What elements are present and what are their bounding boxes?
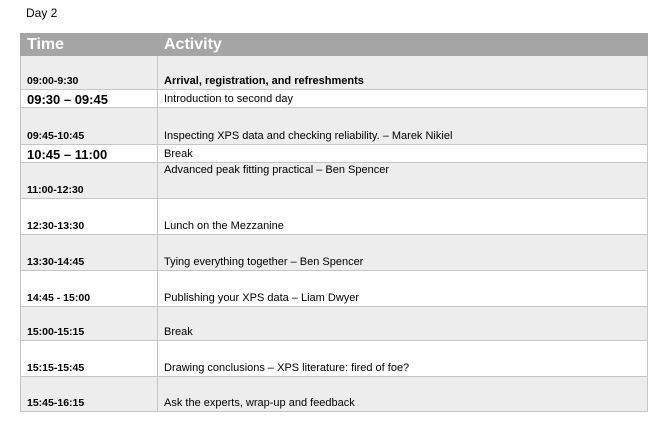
day-title: Day 2 <box>26 6 58 20</box>
row-time: 11:00-12:30 <box>21 163 158 199</box>
row-activity: Ask the experts, wrap-up and feedback <box>158 377 648 412</box>
row-time: 09:00-9:30 <box>21 56 158 90</box>
row-activity: Arrival, registration, and refreshments <box>158 56 648 90</box>
table-row <box>21 271 648 307</box>
row-time: 12:30-13:30 <box>21 199 158 235</box>
table-header-row <box>21 34 648 56</box>
row-activity: Lunch on the Mezzanine <box>158 199 648 235</box>
row-activity: Break <box>158 145 648 163</box>
table-row <box>21 145 648 163</box>
row-time: 10:45 – 11:00 <box>21 145 158 163</box>
row-activity: Introduction to second day <box>158 90 648 108</box>
row-time: 13:30-14:45 <box>21 235 158 271</box>
table-row <box>21 163 648 199</box>
column-header-time: Time <box>21 34 158 56</box>
table-row <box>21 377 648 412</box>
table-row <box>21 56 648 90</box>
table-row <box>21 341 648 377</box>
row-activity: Inspecting XPS data and checking reliability. – Marek Nikiel <box>158 108 648 145</box>
row-time: 09:45-10:45 <box>21 108 158 145</box>
row-time: 15:15-15:45 <box>21 341 158 377</box>
row-activity: Advanced peak fitting practical – Ben Spencer <box>158 163 648 199</box>
row-activity: Tying everything together – Ben Spencer <box>158 235 648 271</box>
schedule-table <box>20 33 648 412</box>
row-time: 09:30 – 09:45 <box>21 90 158 108</box>
table-row <box>21 235 648 271</box>
row-activity: Publishing your XPS data – Liam Dwyer <box>158 271 648 307</box>
row-activity: Drawing conclusions – XPS literature: fired of foe? <box>158 341 648 377</box>
column-header-activity: Activity <box>158 34 648 56</box>
row-time: 15:45-16:15 <box>21 377 158 412</box>
row-activity: Break <box>158 307 648 341</box>
table-row <box>21 108 648 145</box>
row-time: 14:45 - 15:00 <box>21 271 158 307</box>
row-time: 15:00-15:15 <box>21 307 158 341</box>
table-row <box>21 199 648 235</box>
table-row <box>21 90 648 108</box>
table-row <box>21 307 648 341</box>
